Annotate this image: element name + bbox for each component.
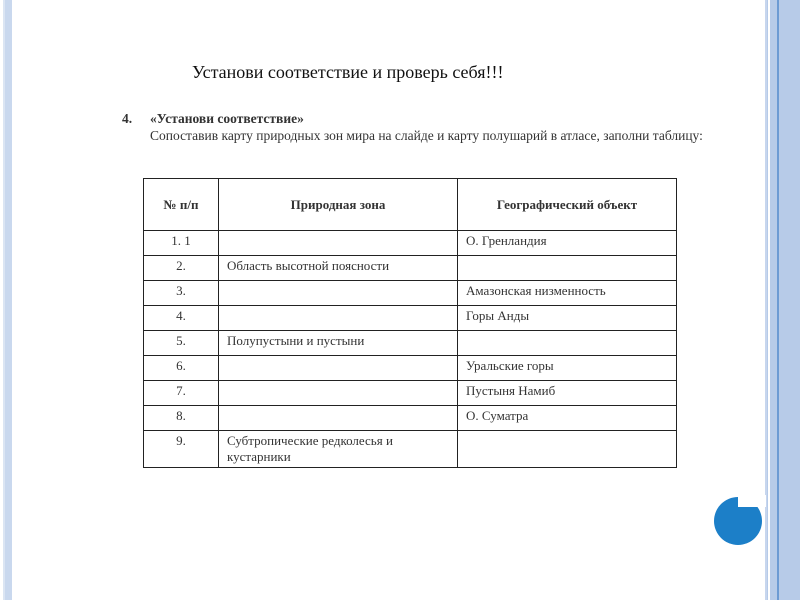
left-border-stripe [3,0,12,600]
zone-cell [219,356,458,381]
row-number: 4. [144,306,219,331]
zone-cell [219,406,458,431]
object-cell [458,431,677,468]
right-border-stripe [765,0,800,600]
zone-cell [219,381,458,406]
row-number: 1. 1 [144,231,219,256]
header-zone: Природная зона [219,179,458,231]
zone-cell: Область высотной поясности [219,256,458,281]
row-number: 5. [144,331,219,356]
object-cell [458,331,677,356]
table-row [144,306,677,331]
row-number: 2. [144,256,219,281]
object-cell: О. Гренландия [458,231,677,256]
object-cell: Амазонская низменность [458,281,677,306]
table-row [144,281,677,306]
row-number: 3. [144,281,219,306]
header-object: Географический объект [458,179,677,231]
object-cell [458,256,677,281]
table-row [144,381,677,406]
zone-cell: Полупустыни и пустыни [219,331,458,356]
table-row [144,406,677,431]
row-number: 7. [144,381,219,406]
task-description: Сопоставив карту природных зон мира на слайде и карту полушарий в атласе, заполни таблицу: [150,128,703,143]
object-cell: Уральские горы [458,356,677,381]
header-number: № п/п [144,179,219,231]
slide-title: Установи соответствие и проверь себя!!! [192,62,504,82]
object-cell: Горы Анды [458,306,677,331]
zone-cell [219,281,458,306]
object-cell: О. Суматра [458,406,677,431]
table-row [144,256,677,281]
row-number: 6. [144,356,219,381]
navigation-circle-icon[interactable] [714,497,762,545]
object-cell: Пустыня Намиб [458,381,677,406]
table-row [144,331,677,356]
zone-cell [219,231,458,256]
row-number: 8. [144,406,219,431]
table-row [144,431,677,468]
row-number: 9. [144,431,219,468]
table-row [144,356,677,381]
zone-cell: Субтропические редколесья и кустарники [219,431,458,468]
table-row [144,231,677,256]
task-number: 4. [122,111,133,126]
task-heading: «Установи соответствие» [150,111,304,126]
matching-table [143,178,677,468]
zone-cell [219,306,458,331]
